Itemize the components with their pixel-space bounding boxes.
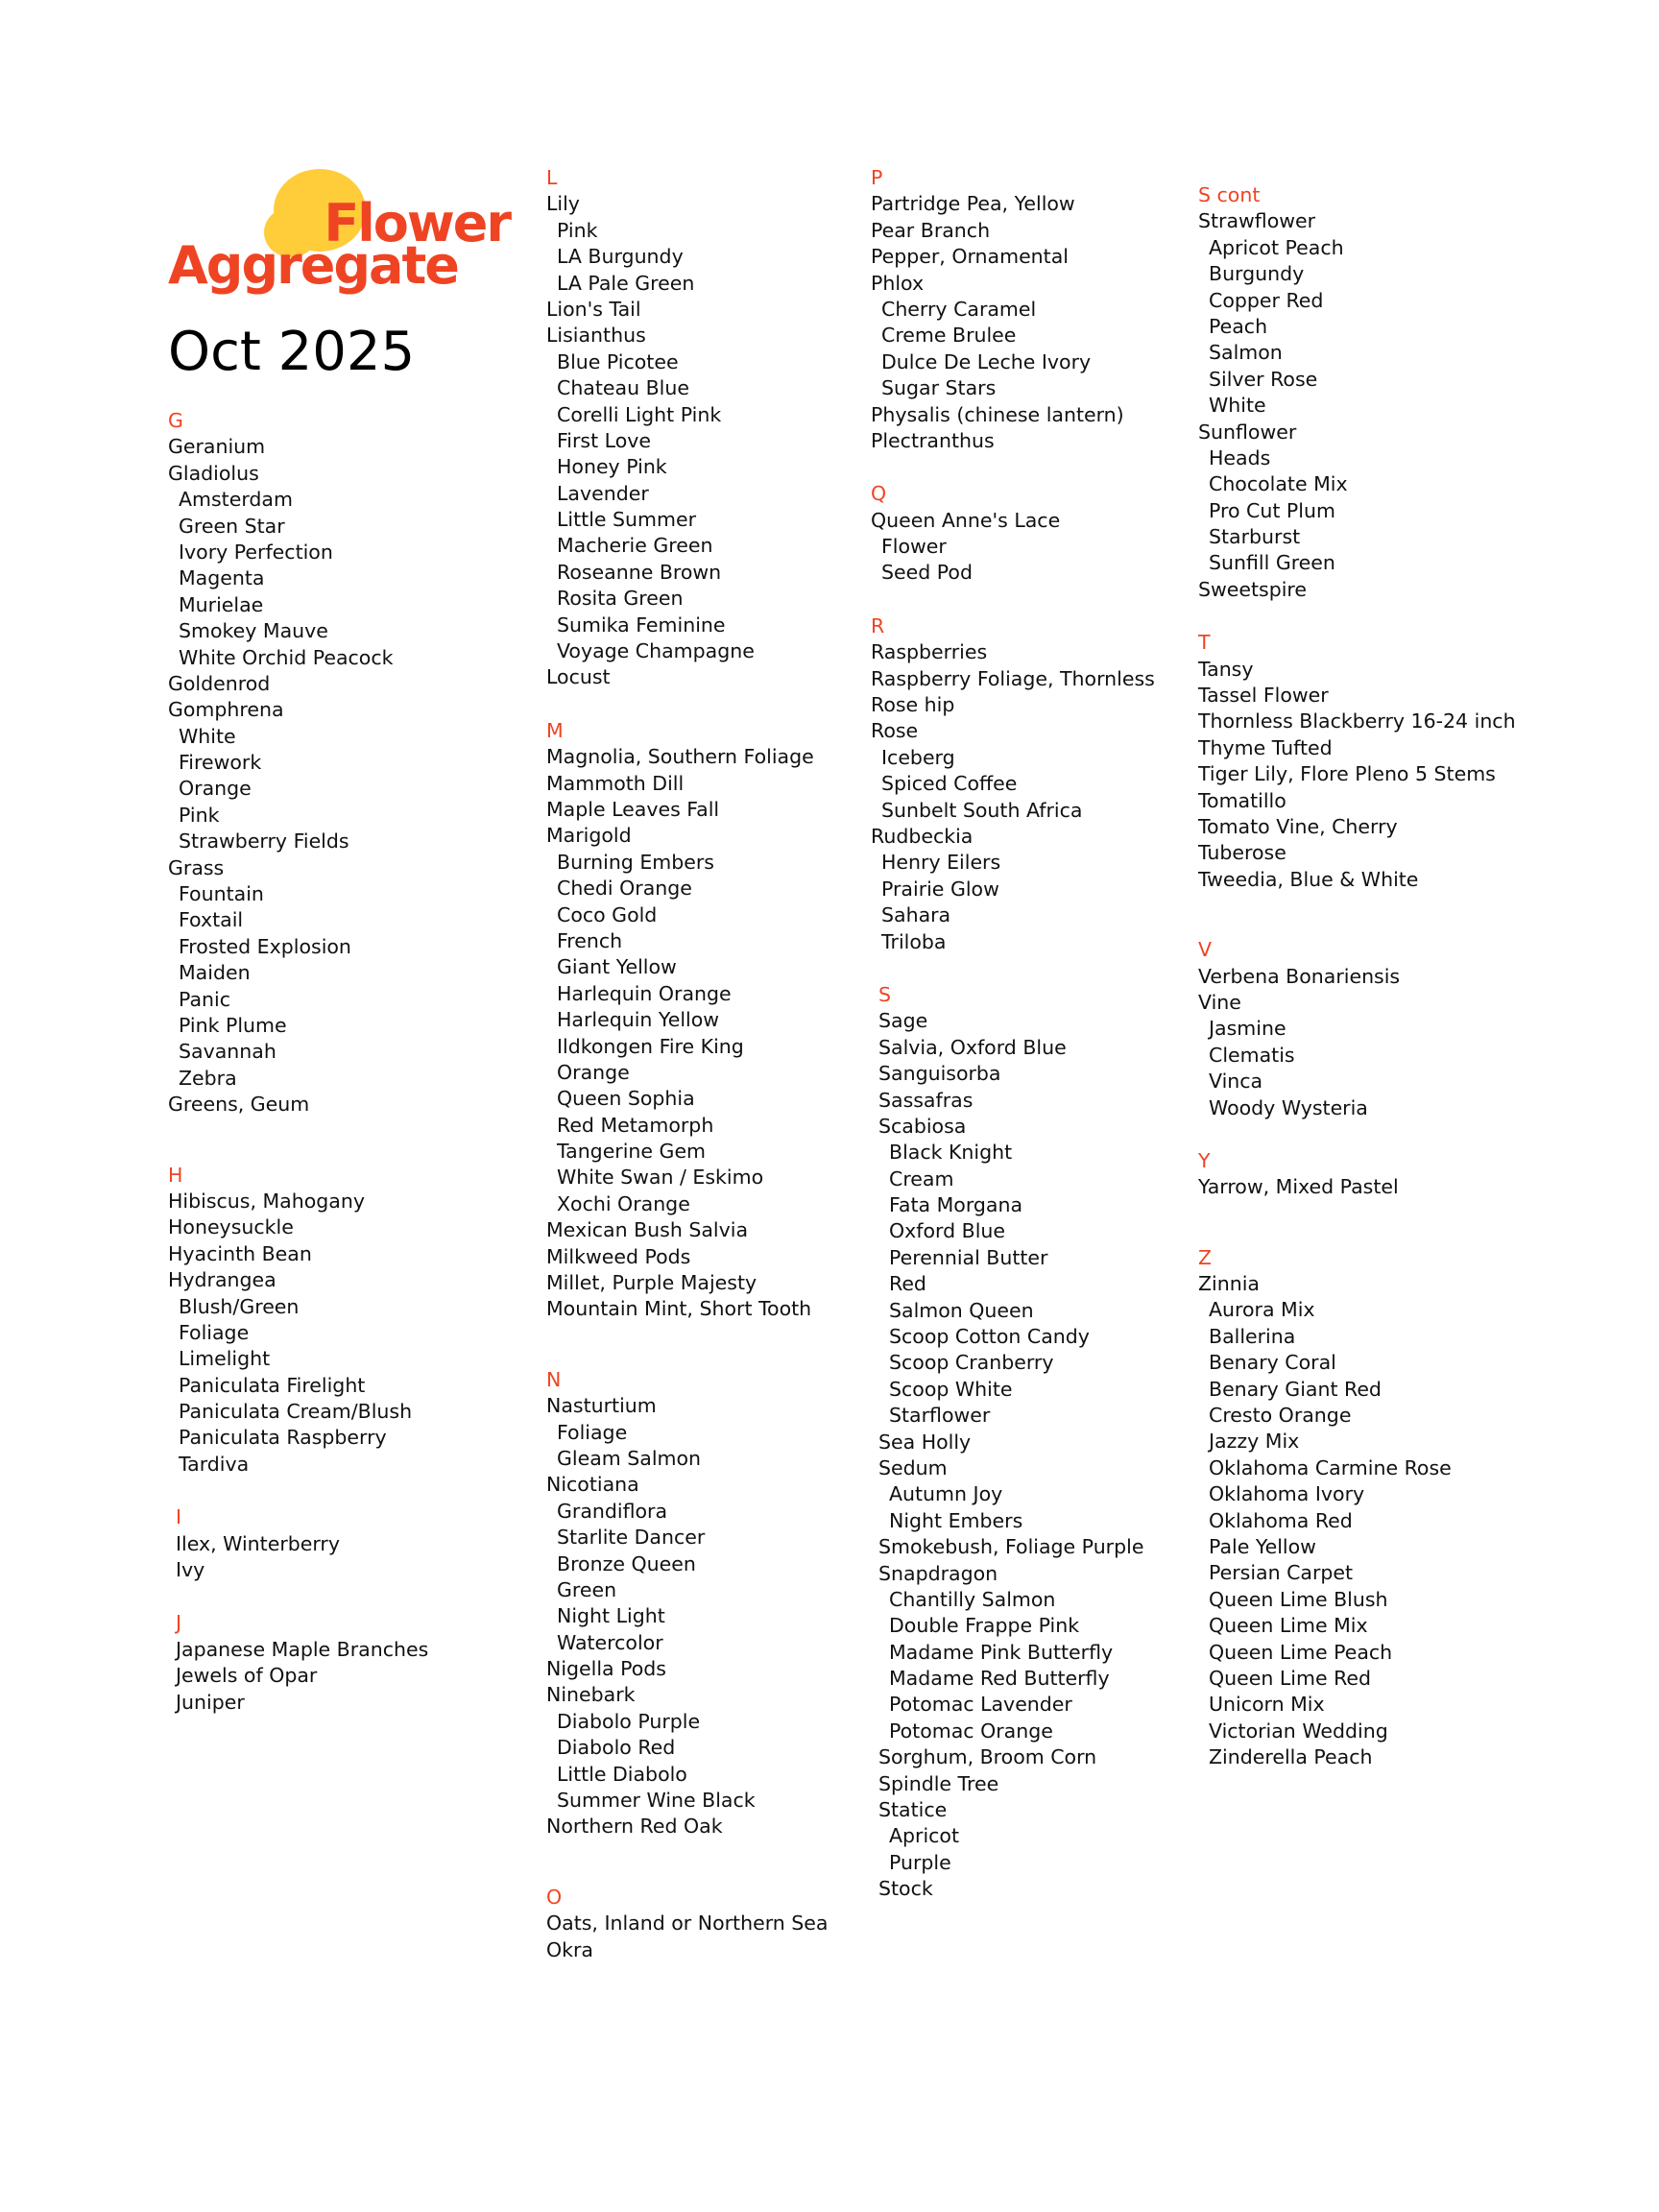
section-letter-heading: L (546, 166, 558, 189)
flower-item: Ninebark (546, 1683, 636, 1707)
section-q (871, 481, 1155, 587)
section-z (1198, 1245, 1516, 1771)
flower-item: Japanese Maple Branches (176, 1637, 429, 1661)
flower-variety: Oxford Blue (889, 1219, 1005, 1243)
section-letter-heading: Z (1198, 1245, 1213, 1269)
flower-variety: Pale Yellow (1209, 1534, 1316, 1558)
flower-variety: Flower (881, 535, 947, 559)
flower-variety: Heads (1209, 445, 1271, 469)
flower-variety: Fountain (179, 882, 264, 906)
flower-variety: Giant Yellow (557, 955, 677, 979)
flower-variety: LA Burgundy (557, 245, 684, 269)
flower-item: Tomato Vine, Cherry (1198, 814, 1398, 838)
flower-variety: Cherry Caramel (881, 297, 1037, 321)
flower-item: Honeysuckle (168, 1215, 294, 1239)
flower-variety: Magenta (179, 566, 265, 590)
flower-variety: French (557, 928, 623, 952)
section-letter-heading: T (1198, 631, 1211, 655)
flower-variety: Dulce De Leche Ivory (881, 349, 1092, 373)
flower-variety: Scoop White (889, 1377, 1013, 1401)
flower-item: Vine (1198, 990, 1241, 1014)
flower-variety: Harlequin Yellow (557, 1008, 720, 1032)
flower-item: Tweedia, Blue & White (1198, 867, 1419, 891)
flower-item: Salvia, Oxford Blue (878, 1035, 1067, 1059)
flower-variety: Rosita Green (557, 587, 684, 611)
flower-variety: Starflower (889, 1404, 991, 1428)
flower-variety: Vinca (1209, 1070, 1263, 1094)
flower-variety: Madame Red Butterfly (889, 1667, 1110, 1691)
flower-item: Queen Anne's Lace (871, 508, 1061, 532)
flower-variety: Lavender (557, 481, 649, 505)
flower-variety: Chateau Blue (557, 376, 689, 400)
section-n (546, 1367, 828, 1840)
flower-variety: Starlite Dancer (557, 1526, 706, 1550)
flower-variety: Blush/Green (179, 1294, 300, 1318)
flower-item: Geranium (168, 435, 266, 459)
column-3 (871, 165, 1155, 1903)
flower-item: Sorghum, Broom Corn (878, 1745, 1097, 1769)
flower-item: Yarrow, Mixed Pastel (1198, 1175, 1399, 1199)
flower-variety: Potomac Orange (889, 1719, 1053, 1743)
flower-variety: Purple (889, 1850, 951, 1874)
flower-item: Millet, Purple Majesty (546, 1271, 757, 1295)
flower-variety: Jasmine (1209, 1017, 1286, 1041)
flower-variety: Ivory Perfection (179, 540, 333, 564)
flower-variety: Sunfill Green (1209, 551, 1335, 575)
flower-variety: Sumika Feminine (557, 613, 726, 637)
flower-variety: LA Pale Green (557, 271, 695, 295)
flower-variety: Honey Pink (557, 455, 667, 479)
flower-variety: Salmon Queen (889, 1298, 1034, 1322)
flower-item: Strawflower (1198, 209, 1316, 233)
flower-variety: Paniculata Raspberry (179, 1426, 387, 1450)
section-letter-heading: H (168, 1163, 183, 1187)
flower-variety: Green (557, 1577, 617, 1601)
flower-variety: Jazzy Mix (1209, 1430, 1300, 1454)
flower-item: Lily (546, 192, 580, 216)
flower-item: Lion's Tail (546, 297, 641, 321)
flower-variety: Panic (179, 987, 230, 1011)
flower-variety: Benary Coral (1209, 1351, 1336, 1375)
flower-variety: Voyage Champagne (557, 639, 755, 663)
flower-item: Partridge Pea, Yellow (871, 192, 1075, 216)
flower-variety: Diabolo Red (557, 1736, 676, 1760)
flower-variety: White Swan / Eskimo (557, 1166, 764, 1190)
flower-variety: Cream (889, 1166, 954, 1190)
flower-variety: Copper Red (1209, 288, 1324, 312)
section-letter-heading: J (176, 1611, 182, 1635)
flower-variety: Red Metamorph (557, 1113, 714, 1137)
column-4 (1198, 182, 1516, 1770)
flower-variety: Aurora Mix (1209, 1298, 1315, 1322)
flower-variety: Bronze Queen (557, 1551, 696, 1575)
flower-variety: Savannah (179, 1040, 276, 1064)
flower-variety: Green Star (179, 514, 285, 538)
flower-variety: Perennial Butter (889, 1245, 1048, 1269)
section-g (168, 408, 428, 1118)
flower-item: Oats, Inland or Northern Sea (546, 1911, 829, 1936)
flower-item: Zinnia (1198, 1272, 1260, 1296)
flower-item: Goldenrod (168, 671, 271, 695)
flower-variety: Burgundy (1209, 262, 1305, 286)
flower-item: Statice (878, 1798, 948, 1822)
flower-variety: Woody Wysteria (1209, 1095, 1368, 1119)
flower-item: Sea Holly (878, 1430, 972, 1454)
flower-item: Okra (546, 1937, 593, 1961)
flower-item: Stock (878, 1877, 933, 1901)
section-t (1198, 630, 1516, 893)
flower-variety: Scoop Cranberry (889, 1351, 1054, 1375)
flower-variety: Blue Picotee (557, 349, 679, 373)
section-h (168, 1163, 428, 1479)
flower-variety: Autumn Joy (889, 1482, 1003, 1506)
section-j (176, 1610, 428, 1716)
flower-item: Rose (871, 719, 919, 743)
flower-item: Lisianthus (546, 324, 646, 348)
flower-item: Phlox (871, 271, 925, 295)
flower-variety: Macherie Green (557, 534, 713, 558)
section-s (878, 982, 1155, 1903)
flower-variety: Foxtail (179, 908, 244, 932)
flower-variety: Madame Pink Butterfly (889, 1640, 1114, 1664)
flower-variety: Henry Eilers (881, 851, 1001, 875)
flower-item: Rose hip (871, 693, 955, 717)
section-i (176, 1504, 428, 1583)
flower-variety: Night Embers (889, 1508, 1023, 1532)
flower-variety: Iceberg (881, 745, 955, 769)
section-letter-heading: S cont (1198, 183, 1261, 206)
flower-variety: Orange (557, 1060, 630, 1084)
flower-variety: Amsterdam (179, 488, 293, 512)
flower-variety: Pink Plume (179, 1013, 287, 1037)
flower-variety: Pro Cut Plum (1209, 498, 1335, 522)
flower-item: Maple Leaves Fall (546, 797, 720, 821)
flower-item: Jewels of Opar (176, 1664, 318, 1688)
flower-item: Marigold (546, 824, 632, 848)
section-letter-heading: G (168, 409, 183, 432)
flower-variety: Queen Lime Mix (1209, 1614, 1368, 1638)
flower-variety: Unicorn Mix (1209, 1693, 1325, 1717)
flower-variety: Oklahoma Ivory (1209, 1482, 1365, 1506)
section-s-cont (1198, 182, 1516, 603)
flower-variety: Watercolor (557, 1630, 663, 1654)
flower-variety: Prairie Glow (881, 877, 999, 901)
flower-item: Gomphrena (168, 698, 284, 722)
flower-item: Pepper, Ornamental (871, 245, 1069, 269)
flower-variety: Clematis (1209, 1043, 1295, 1067)
flower-variety: Ildkongen Fire King (557, 1034, 744, 1058)
flower-variety: Apricot (889, 1824, 960, 1848)
flower-variety: Burning Embers (557, 850, 714, 874)
flower-variety: Persian Carpet (1209, 1561, 1354, 1585)
flower-item: Thornless Blackberry 16-24 inch (1198, 709, 1516, 733)
flower-variety: Gleam Salmon (557, 1446, 702, 1470)
flower-variety: Little Summer (557, 508, 697, 532)
flower-item: Spindle Tree (878, 1771, 999, 1795)
section-p (871, 165, 1155, 454)
flower-variety: Tardiva (179, 1452, 250, 1476)
flower-variety: White (179, 724, 236, 748)
section-letter-heading: V (1198, 938, 1213, 962)
flower-item: Raspberries (871, 640, 988, 664)
flower-variety: Sugar Stars (881, 376, 997, 400)
flower-item: Verbena Bonariensis (1198, 964, 1401, 988)
flower-variety: First Love (557, 428, 652, 452)
flower-variety: Zinderella Peach (1209, 1745, 1373, 1769)
column-2 (546, 165, 828, 1963)
section-letter-heading: P (871, 166, 883, 189)
flower-item: Ivy (176, 1558, 205, 1582)
flower-variety: Zebra (179, 1066, 237, 1090)
section-r (871, 613, 1155, 955)
section-o (546, 1885, 828, 1963)
flower-variety: Spiced Coffee (881, 772, 1018, 796)
flower-variety: Orange (179, 777, 252, 801)
flower-item: Sage (878, 1009, 928, 1033)
flower-variety: Salmon (1209, 341, 1283, 365)
flower-item: Northern Red Oak (546, 1815, 723, 1839)
section-letter-heading: S (878, 982, 892, 1006)
flower-item: Milkweed Pods (546, 1244, 691, 1268)
section-letter-heading: M (546, 718, 564, 742)
flower-variety: Night Light (557, 1604, 665, 1628)
flower-item: Hydrangea (168, 1268, 276, 1292)
flower-variety: Peach (1209, 314, 1268, 338)
flower-item: Juniper (176, 1690, 245, 1714)
flower-variety: Oklahoma Red (1209, 1508, 1353, 1532)
flower-item: Hibiscus, Mahogany (168, 1189, 365, 1213)
flower-item: Tassel Flower (1198, 684, 1329, 708)
flower-item: Gladiolus (168, 461, 259, 485)
section-y (1198, 1148, 1516, 1201)
flower-variety: Seed Pod (881, 561, 973, 585)
flower-variety: Queen Sophia (557, 1087, 695, 1111)
flower-item: Tomatillo (1198, 788, 1286, 812)
flower-item: Mammoth Dill (546, 771, 685, 795)
flower-variety: Scoop Cotton Candy (889, 1325, 1090, 1349)
flower-variety: Smokey Mauve (179, 619, 328, 643)
flower-item: Nasturtium (546, 1394, 657, 1418)
flower-item: Ilex, Winterberry (176, 1531, 340, 1555)
flower-variety: Summer Wine Black (557, 1789, 756, 1813)
flower-variety: Red (889, 1272, 926, 1296)
flower-variety: Roseanne Brown (557, 560, 722, 584)
flower-variety: Foliage (557, 1420, 628, 1444)
flower-variety: Silver Rose (1209, 367, 1318, 391)
flower-item: Grass (168, 855, 225, 879)
flower-item: Thyme Tufted (1198, 735, 1333, 759)
flower-variety: Chocolate Mix (1209, 472, 1348, 496)
flower-item: Greens, Geum (168, 1093, 310, 1117)
flower-item: Raspberry Foliage, Thornless (871, 666, 1155, 690)
flower-variety: Queen Lime Peach (1209, 1640, 1393, 1664)
flower-item: Tiger Lily, Flore Pleno 5 Stems (1198, 762, 1496, 786)
section-letter-heading: Q (871, 482, 887, 506)
flower-variety: Chedi Orange (557, 877, 692, 901)
flower-item: Tuberose (1198, 841, 1286, 865)
flower-variety: Sunbelt South Africa (881, 798, 1083, 822)
flower-variety: Murielae (179, 592, 264, 616)
flower-variety: Pink (179, 803, 220, 827)
flower-variety: Frosted Explosion (179, 934, 351, 958)
flower-item: Pear Branch (871, 218, 991, 242)
flower-variety: Corelli Light Pink (557, 402, 722, 426)
flower-item: Mexican Bush Salvia (546, 1218, 749, 1242)
flower-item: Hyacinth Bean (168, 1241, 312, 1265)
flower-variety: Paniculata Cream/Blush (179, 1400, 413, 1424)
flower-variety: Little Diabolo (557, 1762, 687, 1786)
flower-variety: Triloba (881, 929, 947, 953)
flower-variety: Harlequin Orange (557, 981, 732, 1005)
flower-item: Sunflower (1198, 420, 1297, 444)
flower-variety: Strawberry Fields (179, 830, 349, 854)
flower-variety: Starburst (1209, 525, 1301, 549)
flower-item: Scabiosa (878, 1114, 967, 1138)
flower-variety: Queen Lime Red (1209, 1666, 1372, 1690)
flower-item: Magnolia, Southern Foliage (546, 745, 814, 769)
section-letter-heading: Y (1198, 1148, 1211, 1172)
flower-item: Snapdragon (878, 1561, 998, 1585)
flower-item: Sassafras (878, 1088, 974, 1112)
flower-variety: Foliage (179, 1320, 250, 1344)
flower-variety: Benary Giant Red (1209, 1377, 1382, 1401)
section-m (546, 718, 828, 1323)
flower-variety: Cresto Orange (1209, 1404, 1352, 1428)
flower-item: Sanguisorba (878, 1062, 1001, 1086)
flower-variety: Black Knight (889, 1141, 1013, 1165)
flower-variety: Double Frappe Pink (889, 1614, 1080, 1638)
flower-variety: Sahara (881, 903, 951, 927)
flower-variety: Paniculata Firelight (179, 1373, 366, 1397)
section-v (1198, 937, 1516, 1121)
flower-variety: Tangerine Gem (557, 1140, 707, 1164)
section-letter-heading: O (546, 1885, 563, 1909)
flower-item: Smokebush, Foliage Purple (878, 1535, 1144, 1559)
flower-variety: Creme Brulee (881, 324, 1017, 348)
flower-variety: Oklahoma Carmine Rose (1209, 1455, 1452, 1479)
flower-variety: Pink (557, 218, 598, 242)
flower-item: Locust (546, 665, 611, 689)
flower-item: Mountain Mint, Short Tooth (546, 1297, 812, 1321)
flower-item: Plectranthus (871, 428, 995, 452)
flower-variety: Victorian Wedding (1209, 1719, 1388, 1743)
flower-variety: Apricot Peach (1209, 235, 1344, 259)
section-l (546, 165, 828, 691)
logo-word-aggregate: Aggregate (168, 235, 458, 296)
flower-aggregate-logo (168, 169, 514, 294)
flower-variety: Chantilly Salmon (889, 1587, 1056, 1611)
flower-variety: Diabolo Purple (557, 1709, 701, 1733)
flower-item: Sedum (878, 1455, 948, 1479)
section-letter-heading: N (546, 1367, 562, 1391)
flower-variety: Potomac Lavender (889, 1693, 1072, 1717)
flower-variety: White Orchid Peacock (179, 645, 394, 669)
flower-item: Nicotiana (546, 1473, 639, 1497)
flower-item: Rudbeckia (871, 824, 974, 848)
flower-variety: Limelight (179, 1347, 271, 1371)
page-title: Oct 2025 (168, 321, 416, 383)
flower-variety: Ballerina (1209, 1324, 1296, 1348)
flower-variety: Maiden (179, 961, 251, 985)
flower-variety: Firework (179, 751, 262, 775)
flower-item: Physalis (chinese lantern) (871, 402, 1124, 426)
flower-variety: Fata Morgana (889, 1193, 1023, 1217)
flower-variety: Xochi Orange (557, 1191, 690, 1215)
logo-word-flower: Flower (324, 193, 510, 253)
flower-variety: Queen Lime Blush (1209, 1587, 1388, 1611)
flower-item: Nigella Pods (546, 1657, 666, 1681)
column-1 (168, 408, 428, 1716)
section-letter-heading: I (176, 1505, 182, 1529)
flower-item: Sweetspire (1198, 577, 1308, 601)
flower-variety: Grandiflora (557, 1499, 668, 1523)
flower-item: Tansy (1198, 657, 1254, 681)
flower-variety: White (1209, 394, 1266, 418)
flower-variety: Coco Gold (557, 902, 658, 926)
section-letter-heading: R (871, 613, 885, 637)
